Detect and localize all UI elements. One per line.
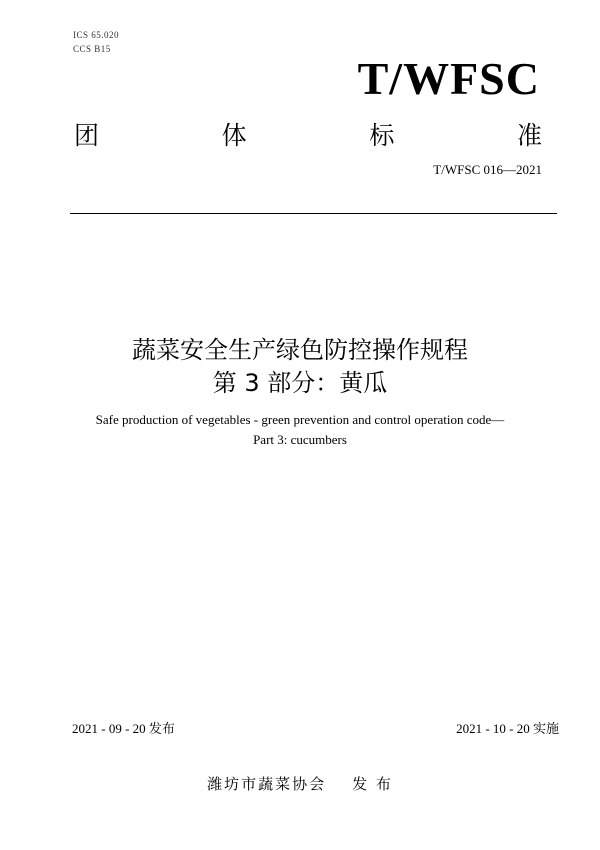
title-en-line1: Safe production of vegetables - green prevention and control operation code— — [95, 412, 505, 427]
standard-logo: T/WFSC — [357, 53, 540, 104]
standard-type — [74, 116, 542, 152]
ccs-code: CCS B15 — [73, 44, 111, 54]
header-divider — [70, 213, 557, 214]
issuer-org: 潍坊市蔬菜协会 — [207, 775, 327, 793]
standard-number: T/WFSC 016—2021 — [433, 162, 542, 177]
implement-date: 2021 - 10 - 20 实施 — [456, 721, 559, 736]
standard-type-char: 团 — [74, 121, 100, 150]
title-cn-line2: 第 3 部分：黄瓜 — [212, 369, 388, 397]
issuer-action: 发 布 — [352, 775, 393, 793]
title-en-line2: Part 3: cucumbers — [253, 432, 347, 447]
title-cn-line1: 蔬菜安全生产绿色防控操作规程 — [132, 336, 468, 364]
publish-date: 2021 - 09 - 20 发布 — [72, 721, 175, 736]
standard-type-char: 标 — [369, 121, 395, 150]
standard-type-char: 准 — [516, 121, 542, 150]
issuer-line — [0, 773, 600, 794]
ics-code: ICS 65.020 — [73, 30, 120, 40]
standard-type-char: 体 — [221, 121, 247, 150]
